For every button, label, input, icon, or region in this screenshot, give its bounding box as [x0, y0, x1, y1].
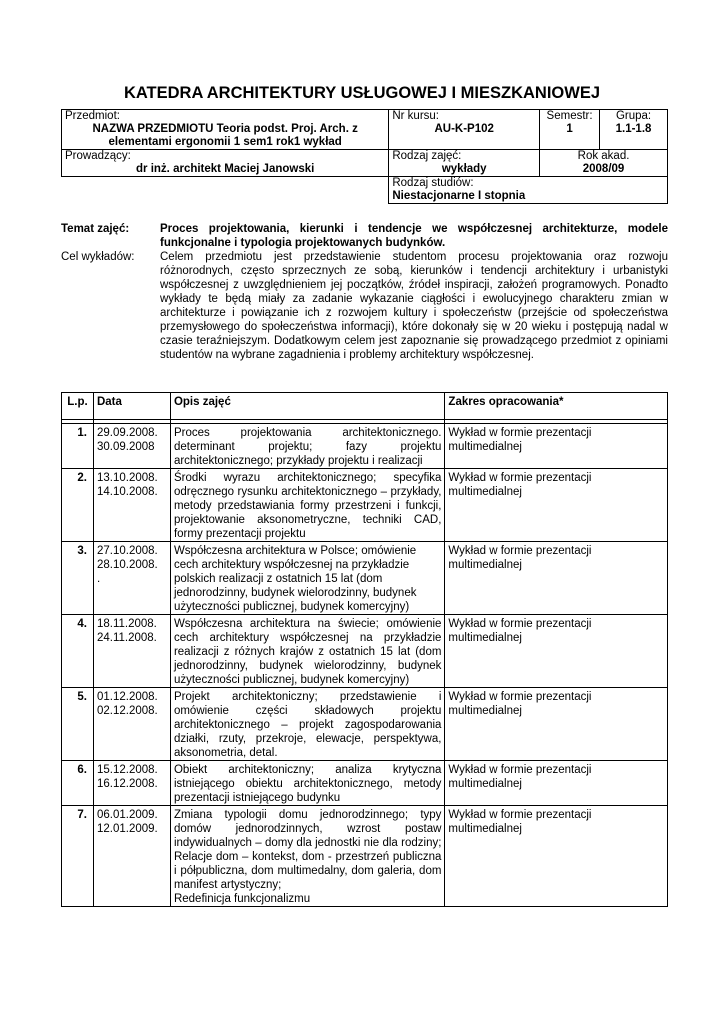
lecturer-label: Prowadzący: — [65, 150, 131, 162]
table-row — [62, 615, 668, 688]
academic-year-value: 2008/09 — [582, 163, 625, 175]
col-header-description: Opis zajęć — [170, 393, 444, 420]
group-label: Grupa: — [615, 110, 652, 122]
row-scope: Wykład w formie prezentacji multimedialnej — [445, 688, 668, 761]
row-date: 27.10.2008. 28.10.2008. . — [93, 542, 170, 615]
study-type-cell — [389, 177, 668, 204]
study-type-value: Niestacjonarne I stopnia — [392, 190, 526, 202]
table-row — [62, 469, 668, 542]
row-description: Proces projektowania architektonicznego. determinant projektu; fazy projektu architektonicznego; przykłady projektu i realizacji — [170, 424, 444, 469]
subject-cell — [62, 110, 389, 150]
lecturer-cell — [62, 150, 389, 177]
row-description-extra: Redefinicja funkcjonalizmu — [173, 893, 311, 905]
row-description — [170, 806, 444, 907]
col-header-scope: Zakres opracowania* — [445, 393, 668, 420]
study-type-label: Rodzaj studiów: — [392, 177, 474, 189]
academic-year-label: Rok akad. — [577, 150, 630, 162]
row-number: 1. — [62, 424, 94, 469]
topic-value: Proces projektowania, kierunki i tendencje we współczesnej architekturze, modele funkcjonalne i typologia projektowanych budynków. — [160, 223, 668, 249]
academic-year-cell — [540, 150, 668, 177]
row-scope: Wykład w formie prezentacji multimedialnej — [445, 542, 668, 615]
course-number-label: Nr kursu: — [392, 110, 439, 122]
course-header-table — [61, 109, 668, 204]
row-date: 06.01.2009. 12.01.2009. — [93, 806, 170, 907]
goal-value: Celem przedmiotu jest przedstawienie studentom procesu projektowania oraz rozwoju różnorodnych, często sprzecznych ze sobą, kierunków i tendencji architektury i urbanistyki współczesnej z uwzględnieniem jej początków, źródeł inspiracji, założeń programowych. Ponadto wykłady te będą miały za zadanie wykazanie ciągłości i ewolucyjnego charakteru zmian w architekturze i powiązanie ich z rozwojem kultury i społeczeństw (przejście od społeczeństwa przemysłowego do społeczeństwa informacji), które dokonały się w 20 wieku i postępują nadal w czasie teraźniejszym. Dodatkowym celem jest zapoznanie się prowadzącego przedmiot z opiniami studentów na wybrane zagadnienia i problemy architektury współczesnej. — [160, 251, 668, 361]
row-date: 13.10.2008. 14.10.2008. — [93, 469, 170, 542]
row-date: 01.12.2008. 02.12.2008. — [93, 688, 170, 761]
subject-value-line1: NAZWA PRZEDMIOTU Teoria podst. Proj. Arch. z — [92, 123, 358, 135]
row-scope: Wykład w formie prezentacji multimedialnej — [445, 469, 668, 542]
row-description: Współczesna architektura w Polsce; omówienie cech architektury współczesnej na przykładzie polskich realizacji z ostatnich 15 lat (dom jednorodzinny, budynek wielorodzinny, budynek użyteczności publicznej, budynek komercyjny) — [170, 542, 444, 615]
course-number-value: AU-K-P102 — [434, 123, 494, 135]
table-row — [62, 761, 668, 806]
row-description: Współczesna architektura na świecie; omówienie cech architektury współczesnej na przykładzie realizacji z różnych krajów z ostatnich 15 lat (dom jednorodzinny, budynek wielorodzinny, budynek użyteczności publicznej, budynek komercyjny) — [170, 615, 444, 688]
table-row — [62, 424, 668, 469]
class-type-label: Rodzaj zajęć: — [392, 150, 462, 162]
row-description: Środki wyrazu architektonicznego; specyfika odręcznego rysunku architektonicznego – przykłady, metody przedstawiania formy przestrzeni i funkcji, projektowanie aksonometryczne, techniki CAD, formy prezentacji projektu — [170, 469, 444, 542]
table-row — [62, 542, 668, 615]
group-cell — [600, 110, 668, 150]
row-scope: Wykład w formie prezentacji multimedialnej — [445, 761, 668, 806]
row-description: Projekt architektoniczny; przedstawienie i omówienie części składowych projektu architektonicznego – projekt zagospodarowania działki, rzuty, przekroje, elewacje, perspektywa, aksonometria, detal. — [170, 688, 444, 761]
row-number: 2. — [62, 469, 94, 542]
row-number: 7. — [62, 806, 94, 907]
row-description-text: Zmiana typologii domu jednorodzinnego; typy domów jednorodzinnych, wzrost postaw indywidualnych – domy dla jednostki nie dla rodziny; Relacje dom – kontekst, dom - przestrzeń publiczna i półpubliczna, dom multimedalny, dom galeria, dom manifest artystyczny; — [173, 809, 442, 891]
semester-cell — [540, 110, 600, 150]
row-date: 15.12.2008. 16.12.2008. — [93, 761, 170, 806]
row-description: Obiekt architektoniczny; analiza krytyczna istniejącego obiektu architektonicznego, metody prezentacji istniejącego budynku — [170, 761, 444, 806]
course-number-cell — [389, 110, 540, 150]
row-number: 4. — [62, 615, 94, 688]
class-type-cell — [389, 150, 540, 177]
schedule-table — [61, 392, 668, 907]
row-scope: Wykład w formie prezentacji multimedialnej — [445, 424, 668, 469]
table-row — [62, 688, 668, 761]
subject-label: Przedmiot: — [65, 110, 120, 122]
row-number: 3. — [62, 542, 94, 615]
page-title: KATEDRA ARCHITEKTURY USŁUGOWEJ I MIESZKANIOWEJ — [123, 84, 601, 102]
semester-value: 1 — [566, 123, 573, 135]
group-value: 1.1-1.8 — [615, 123, 652, 135]
semester-label: Semestr: — [546, 110, 593, 122]
row-number: 6. — [62, 761, 94, 806]
col-header-date: Data — [93, 393, 170, 420]
row-date: 29.09.2008. 30.09.2008 — [93, 424, 170, 469]
subject-value-line2: elementami ergonomii 1 sem1 rok1 wykład — [108, 136, 342, 148]
col-header-lp: L.p. — [62, 393, 94, 420]
topic-section — [61, 222, 668, 362]
topic-label: Temat zajęć: — [61, 223, 130, 235]
row-scope: Wykład w formie prezentacji multimedialnej — [445, 615, 668, 688]
row-scope: Wykład w formie prezentacji multimedialnej — [445, 806, 668, 907]
class-type-value: wykłady — [441, 163, 487, 175]
row-date: 18.11.2008. 24.11.2008. — [93, 615, 170, 688]
table-row — [62, 806, 668, 907]
goal-label: Cel wykładów: — [61, 251, 135, 263]
row-number: 5. — [62, 688, 94, 761]
lecturer-value: dr inż. architekt Maciej Janowski — [136, 163, 315, 175]
